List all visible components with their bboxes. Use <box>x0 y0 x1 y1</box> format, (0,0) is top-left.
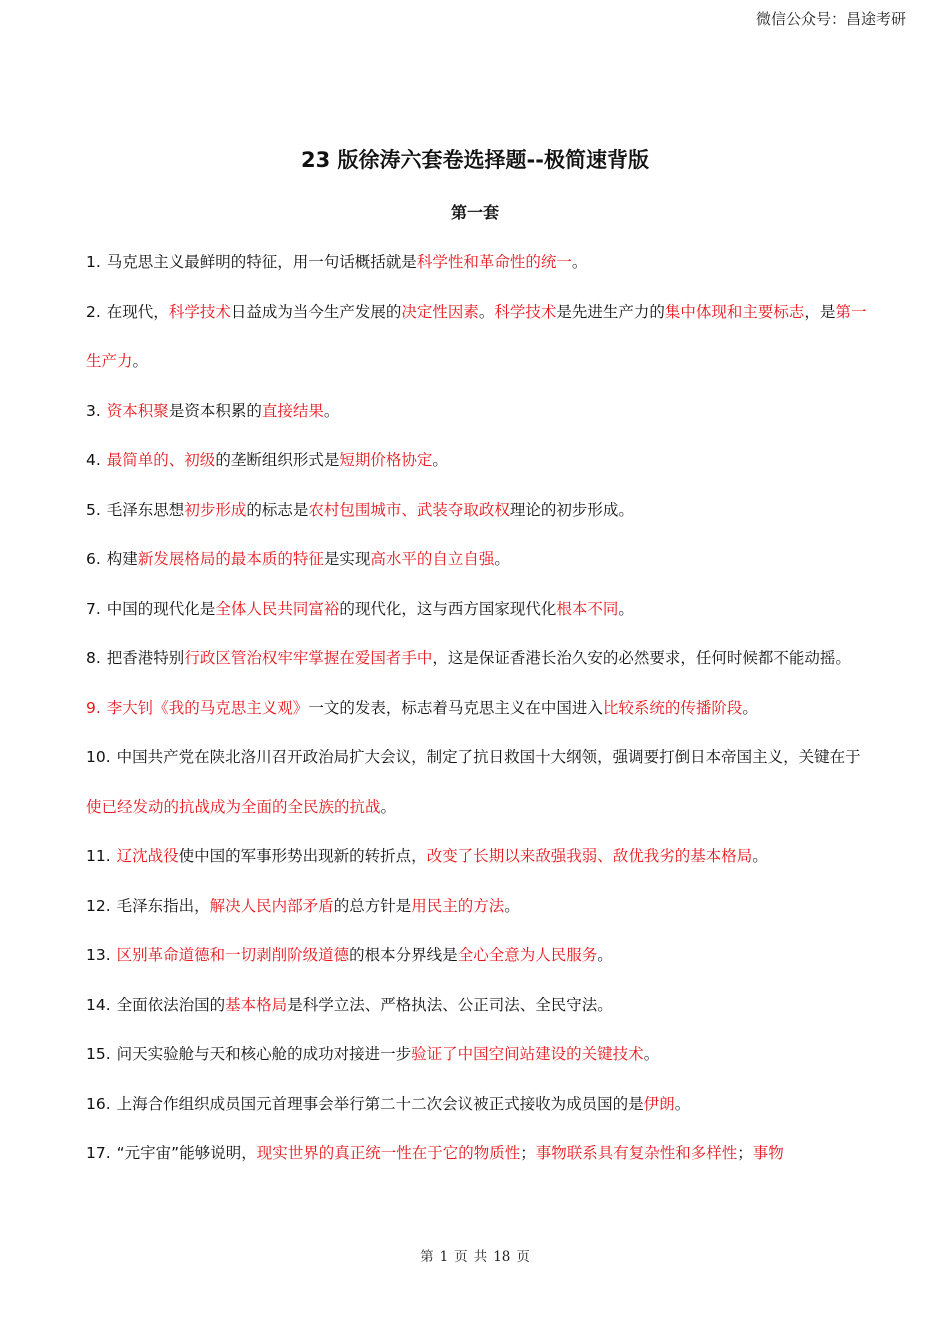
item-text: 。 <box>742 698 758 717</box>
item-text: 是实现 <box>323 550 371 568</box>
footer-page-number: 1 <box>439 1249 449 1265</box>
item-text: 中国的现代化是 <box>106 599 216 618</box>
highlighted-text: 根本不同 <box>556 599 619 618</box>
header-note: 微信公众号：昌途考研 <box>755 10 906 28</box>
list-item <box>86 1080 868 1130</box>
item-text: 。 <box>432 451 448 469</box>
item-text: 毛泽东思想 <box>106 500 185 519</box>
item-text: 理论的初步形成。 <box>509 500 634 519</box>
highlighted-text: 初步形成 <box>184 500 247 519</box>
item-text: 。 <box>380 797 397 816</box>
item-number: 2. <box>86 302 101 321</box>
item-text: 是科学立法、严格执法、公正司法、全民守法。 <box>287 995 613 1014</box>
highlighted-text: 科学技术 <box>494 302 557 321</box>
item-text: 中国共产党在陕北洛川召开政治局扩大会议，制定了抗日救国十大纲领，强调要打倒日本帝国主义，关键在于 <box>116 748 861 766</box>
item-text: 。 <box>618 599 634 618</box>
item-text: 毛泽东指出， <box>116 896 210 915</box>
list-item <box>86 634 868 684</box>
document-title: 23 版徐涛六套卷选择题--极简速背版 <box>301 148 649 172</box>
list-item <box>86 931 868 981</box>
item-text: ； <box>737 1144 753 1162</box>
footer-label-ye2: 页 <box>516 1249 530 1265</box>
item-number: 5. <box>86 500 101 519</box>
highlighted-text: 行政区管治权牢牢掌握在爱国者手中 <box>184 649 433 667</box>
item-text: 的现代化，这与西方国家现代化 <box>339 599 557 618</box>
highlighted-text: 科学技术 <box>168 302 231 321</box>
item-number: 17. <box>86 1144 111 1162</box>
highlighted-text: 全心全意为人民服务 <box>457 946 598 964</box>
item-text: 。 <box>597 946 613 964</box>
highlighted-text: 李大钊《我的马克思主义观》 <box>106 698 309 717</box>
highlighted-text: 最简单的、初级 <box>106 451 216 469</box>
item-text: 在现代， <box>106 302 169 321</box>
highlighted-text: 决定性因素 <box>401 302 479 321</box>
item-text: 。 <box>132 352 149 370</box>
item-text: ，是 <box>804 302 836 321</box>
item-number: 16. <box>86 1094 111 1113</box>
item-text: 。 <box>752 847 768 865</box>
list-item <box>86 486 868 536</box>
highlighted-text: 直接结果 <box>261 401 324 420</box>
item-number: 8. <box>86 649 101 667</box>
highlighted-text: 验证了中国空间站建设的关键技术 <box>411 1045 644 1063</box>
highlighted-text: 资本积聚 <box>106 401 169 420</box>
item-text: 上海合作组织成员国元首理事会举行第二十二次会议被正式接收为成员国的是 <box>116 1094 644 1113</box>
item-text: ，这是保证香港长治久安的必然要求，任何时候都不能动摇。 <box>432 649 851 667</box>
highlighted-text: 全体人民共同富裕 <box>215 599 340 618</box>
highlighted-text: 解决人民内部矛盾 <box>209 896 334 915</box>
highlighted-text: 高水平的自立自强 <box>370 550 495 568</box>
item-number: 6. <box>86 550 101 568</box>
item-text: 是资本积累的 <box>168 401 262 420</box>
list-item <box>86 981 868 1031</box>
question-list <box>86 238 868 1179</box>
item-number: 7. <box>86 599 101 618</box>
list-item <box>86 832 868 882</box>
list-item <box>86 535 868 585</box>
section-title: 第一套 <box>450 203 499 222</box>
item-text: 。 <box>478 302 495 321</box>
item-text: 的根本分界线是 <box>349 946 458 964</box>
page-footer <box>0 1245 950 1265</box>
footer-label-gong: 共 <box>473 1249 488 1265</box>
item-text: 是先进生产力的 <box>556 302 665 321</box>
item-text: 马克思主义最鲜明的特征，用一句话概括就是 <box>106 253 417 271</box>
item-text: 问天实验舱与天和核心舱的成功对接进一步 <box>116 1045 412 1063</box>
item-number: 15. <box>86 1045 111 1063</box>
highlighted-text: 基本格局 <box>225 995 288 1014</box>
list-item <box>86 387 868 437</box>
highlighted-text: 伊朗 <box>643 1094 675 1113</box>
list-item <box>86 882 868 932</box>
highlighted-text: 用民主的方法 <box>411 896 505 915</box>
highlighted-text: 现实世界的真正统一性在于它的物质性 <box>256 1144 521 1162</box>
highlighted-text: 新发展格局的最本质的特征 <box>137 550 324 568</box>
item-text: 把香港特别 <box>106 649 185 667</box>
item-text: 的标志是 <box>246 500 309 519</box>
item-text: ； <box>520 1144 536 1162</box>
highlighted-text: 短期价格协定 <box>339 451 433 469</box>
highlighted-text: 集中体现和主要标志 <box>664 302 805 321</box>
highlighted-text: 事物联系具有复杂性和多样性 <box>535 1144 738 1162</box>
item-number: 14. <box>86 995 111 1014</box>
footer-label-di: 第 <box>420 1249 434 1265</box>
highlighted-text: 第一生产力 <box>86 302 867 370</box>
highlighted-text: 科学性和革命性的统一 <box>416 253 572 271</box>
item-text: 日益成为当今生产发展的 <box>230 302 402 321</box>
highlighted-text: 事物 <box>752 1144 784 1162</box>
item-text: 使中国的军事形势出现新的转折点， <box>178 847 427 865</box>
list-item <box>86 684 868 734</box>
item-text: 的总方针是 <box>333 896 412 915</box>
highlighted-text: 区别革命道德和一切剥削阶级道德 <box>116 946 350 964</box>
list-item <box>86 1030 868 1080</box>
item-text: 的垄断组织形式是 <box>215 451 340 469</box>
item-text: 。 <box>494 550 510 568</box>
item-text: 。 <box>571 253 588 271</box>
footer-total-pages: 18 <box>493 1249 511 1265</box>
highlighted-text: 辽沈战役 <box>116 847 179 865</box>
item-number: 1. <box>86 253 101 271</box>
item-number: 9. <box>86 698 101 717</box>
item-number: 10. <box>86 748 111 766</box>
list-item <box>86 585 868 635</box>
item-text: 。 <box>674 1094 691 1113</box>
item-number: 12. <box>86 896 111 915</box>
highlighted-text: 改变了长期以来敌强我弱、敌优我劣的基本格局 <box>426 847 753 865</box>
item-number: 11. <box>86 847 111 865</box>
highlighted-text: 使已经发动的抗战成为全面的全民族的抗战 <box>86 797 381 816</box>
item-number: 13. <box>86 946 111 964</box>
footer-label-ye: 页 <box>454 1249 468 1265</box>
item-number: 4. <box>86 451 101 469</box>
list-item <box>86 1129 868 1179</box>
list-item <box>86 238 868 288</box>
highlighted-text: 比较系统的传播阶段 <box>602 698 743 717</box>
item-text: 。 <box>643 1045 660 1063</box>
highlighted-text: 农村包围城市、武装夺取政权 <box>308 500 510 519</box>
list-item <box>86 436 868 486</box>
item-text: 。 <box>504 896 520 915</box>
item-text: 构建 <box>106 550 138 568</box>
list-item <box>86 288 868 387</box>
item-text: 全面依法治国的 <box>116 995 226 1014</box>
item-text: 。 <box>323 401 340 420</box>
item-text: “元宇宙”能够说明， <box>116 1144 257 1162</box>
list-item <box>86 733 868 832</box>
item-number: 3. <box>86 401 101 420</box>
item-text: 一文的发表，标志着马克思主义在中国进入 <box>308 698 603 717</box>
